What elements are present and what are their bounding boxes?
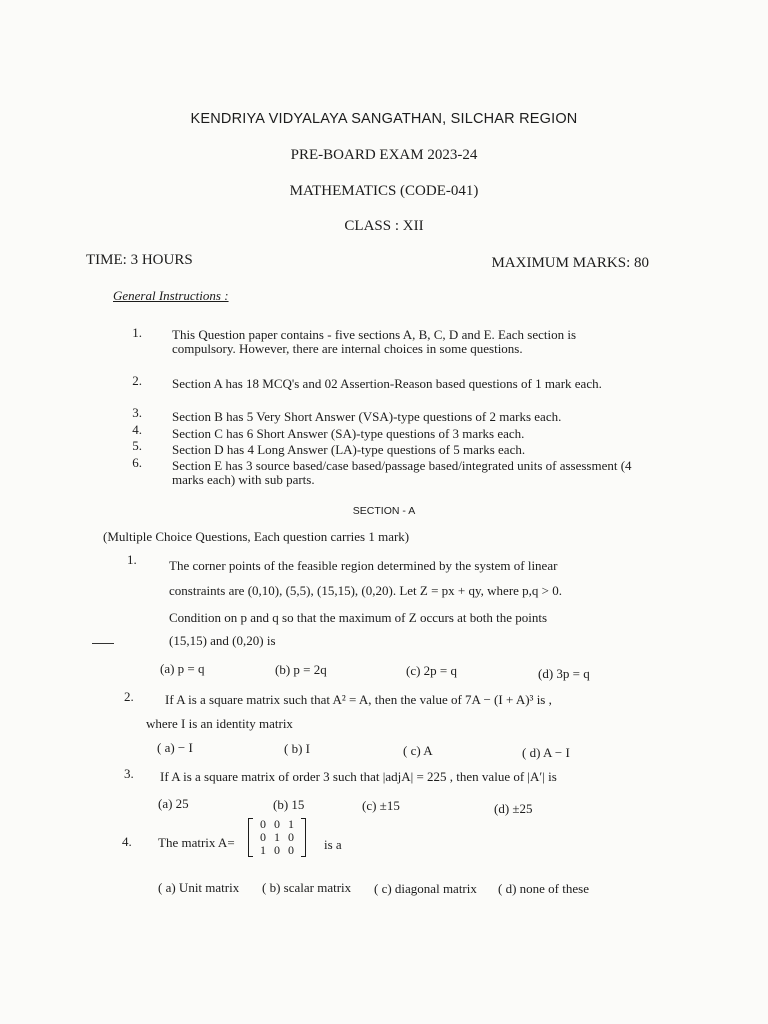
option: (a) p = q [160,661,205,676]
option: (b) 15 [273,797,305,812]
question-number: 4. [122,834,132,849]
instruction-number: 5. [132,438,142,453]
subject-title: MATHEMATICS (CODE-041) [289,183,479,199]
option: ( c) A [403,743,433,758]
matrix-cell: 0 [288,843,294,857]
instruction-number: 4. [132,422,142,437]
option: ( a) − I [157,740,193,755]
instruction-text: Section C has 6 Short Answer (SA)-type questions of 3 marks each. [172,426,525,441]
instruction-number: 6. [132,455,142,470]
question-line: The corner points of the feasible region determined by the system of linear [169,558,558,573]
instruction-text: Section B has 5 Very Short Answer (VSA)-type questions of 2 marks each. [172,409,562,424]
option: (a) 25 [158,796,189,811]
option: ( b) I [284,741,310,756]
instruction-text: This Question paper contains - five sections A, B, C, D and E. Each section is compulsory. However, there are internal choices in some questions. [172,327,577,356]
exam-title: PRE-BOARD EXAM 2023-24 [290,147,478,163]
instruction-number: 3. [132,405,142,420]
matrix-cell: 0 [274,817,280,831]
instruction-text: Section A has 18 MCQ's and 02 Assertion-Reason based questions of 1 mark each. [172,376,602,391]
question-line: is a [324,837,342,852]
time-label: TIME: 3 HOURS [86,252,193,268]
question-line: If A is a square matrix such that A² = A, then the value of 7A − (I + A)³ is , [165,692,552,707]
instruction-text: Section E has 3 source based/case based/passage based/integrated units of assessment (4 marks each) with sub parts. [172,458,632,487]
section-a-title: SECTION - A [352,505,416,517]
instruction-number: 2. [132,373,142,388]
matrix [248,818,306,857]
class-title: CLASS : XII [344,218,424,234]
option: ( d) A − I [522,745,570,760]
option: (c) ±15 [362,798,400,813]
question-line: where I is an identity matrix [146,716,293,731]
question-number: 1. [127,552,137,567]
section-a-note: (Multiple Choice Questions, Each question carries 1 mark) [103,529,410,544]
matrix-cell: 1 [274,830,280,844]
organization-title: KENDRIYA VIDYALAYA SANGATHAN, SILCHAR REGION [190,111,578,127]
option: (b) p = 2q [275,662,327,677]
matrix-right-bracket [301,818,306,857]
question-line: If A is a square matrix of order 3 such that |adjA| = 225 , then value of |A′| is [160,769,557,784]
instruction-text: Section D has 4 Long Answer (LA)-type questions of 5 marks each. [172,442,526,457]
option: ( b) scalar matrix [262,880,352,895]
general-instructions-title: General Instructions : [113,288,229,303]
matrix-cell: 1 [288,817,294,831]
question-line: The matrix A= [158,835,235,850]
option: (d) ±25 [494,801,533,816]
question-number: 3. [124,766,134,781]
matrix-cell: 0 [274,843,280,857]
pen-mark [92,643,114,644]
question-number: 2. [124,689,134,704]
matrix-cell: 0 [288,830,294,844]
option: ( a) Unit matrix [158,880,240,895]
option: ( d) none of these [498,881,589,896]
option: (c) 2p = q [406,663,458,678]
matrix-table [256,818,298,857]
matrix-cell: 0 [260,830,266,844]
matrix-cell: 1 [260,843,266,857]
question-line: (15,15) and (0,20) is [169,633,276,648]
instruction-number: 1. [132,325,142,340]
matrix-left-bracket [248,818,253,857]
matrix-cell: 0 [260,817,266,831]
question-line: Condition on p and q so that the maximum of Z occurs at both the points [169,610,548,625]
max-marks-label: MAXIMUM MARKS: 80 [491,255,649,271]
question-line: constraints are (0,10), (5,5), (15,15), (0,20). Let Z = px + qy, where p,q > 0. [169,583,562,598]
option: ( c) diagonal matrix [374,881,477,896]
option: (d) 3p = q [538,666,590,681]
